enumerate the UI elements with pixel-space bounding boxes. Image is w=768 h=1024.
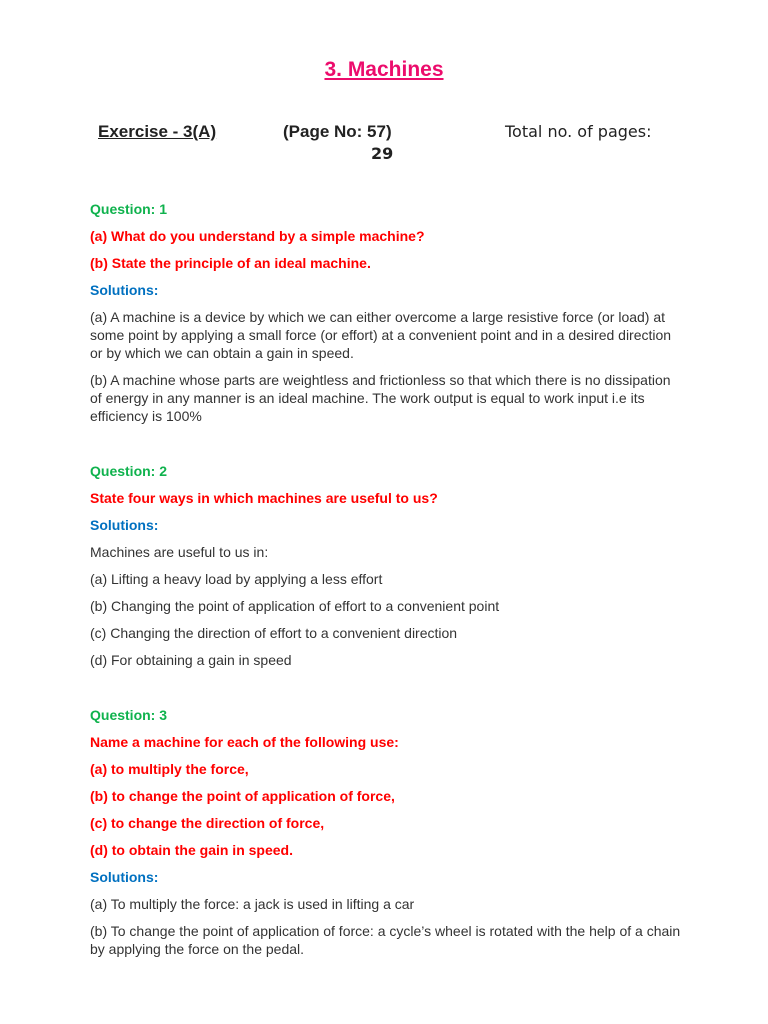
question-block [90,706,685,958]
question-heading: Question: 2 [90,463,168,479]
question-block [90,462,685,669]
answer-text: (b) To change the point of application of force: a cycle’s wheel is rotated with the help of a chain by applying the force on the pedal. [90,923,681,957]
answer-text: (b) Changing the point of application of effort to a convenient point [90,598,500,614]
total-pages-value: 29 [371,144,394,163]
exercise-label: Exercise - 3(A) [98,122,217,141]
question-block [90,200,685,425]
answer-text: (d) For obtaining a gain in speed [90,652,292,668]
question-heading: Question: 3 [90,707,168,723]
question-prompt: Name a machine for each of the following use: [90,734,399,750]
solutions-label: Solutions: [90,869,159,885]
solutions-label: Solutions: [90,282,159,298]
answer-text: (a) Lifting a heavy load by applying a less effort [90,571,383,587]
page-number: (Page No: 57) [283,122,392,141]
answer-text: (c) Changing the direction of effort to a convenient direction [90,625,458,641]
question-prompt: (d) to obtain the gain in speed. [90,842,293,858]
questions-content [90,200,685,967]
answer-text: Machines are useful to us in: [90,544,269,560]
question-prompt: State four ways in which machines are useful to us? [90,490,438,506]
question-prompt: (c) to change the direction of force, [90,815,325,831]
answer-text: (a) To multiply the force: a jack is used in lifting a car [90,896,415,912]
question-prompt: (a) to multiply the force, [90,761,249,777]
solutions-label: Solutions: [90,517,159,533]
answer-text: (a) A machine is a device by which we can either overcome a large resistive force (or load) at some point by applying a small force (or effort) at a convenient point and in a desired direction or by which we can obtain a gain in speed. [90,309,672,361]
question-prompt: (b) State the principle of an ideal machine. [90,255,371,271]
page-title: 3. Machines [324,58,444,81]
question-heading: Question: 1 [90,201,168,217]
question-prompt: (a) What do you understand by a simple machine? [90,228,425,244]
question-prompt: (b) to change the point of application of force, [90,788,395,804]
answer-text: (b) A machine whose parts are weightless and frictionless so that which there is no dissipation of energy in any manner is an ideal machine. The work output is equal to work input i.e its efficiency is 100% [90,372,671,424]
total-pages-label: Total no. of pages: [505,122,652,141]
